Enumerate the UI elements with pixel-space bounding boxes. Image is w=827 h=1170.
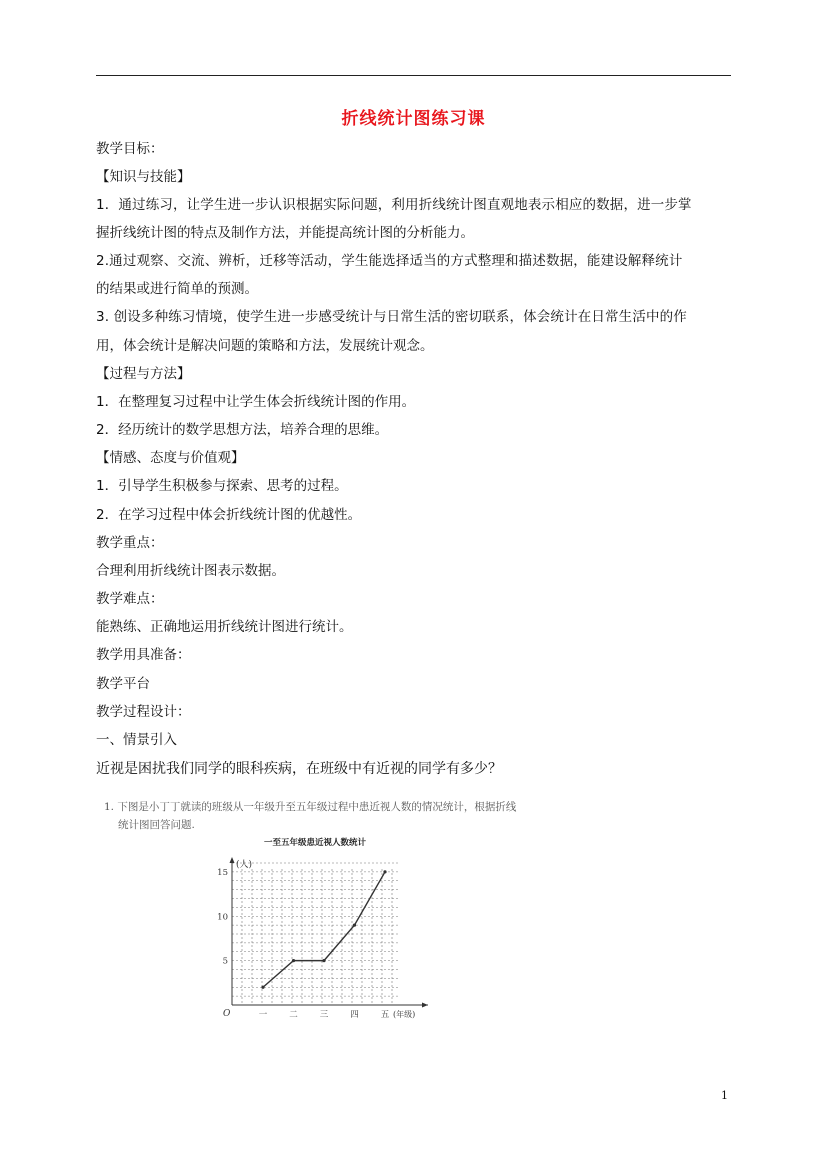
text-line: 教学平台 — [96, 676, 150, 692]
x-axis-label: (年级) — [393, 1010, 416, 1019]
series-line — [263, 872, 385, 987]
text-line: 教学难点： — [96, 591, 164, 607]
text-line: 的结果或进行简单的预测。 — [96, 281, 258, 297]
text-line: 2.通过观察、交流、辨析，迁移等活动，学生能选择适当的方式整理和描述数据，能建设解释统计 — [96, 253, 683, 269]
data-point — [261, 986, 264, 989]
data-point — [383, 870, 386, 873]
text-line: 【情感、态度与价值观】 — [96, 450, 245, 466]
x-axis-arrow — [422, 1003, 428, 1008]
text-line: 【过程与方法】 — [96, 366, 191, 382]
document-title: 折线统计图练习课 — [341, 109, 486, 129]
text-line: 握折线统计图的特点及制作方法，并能提高统计图的分析能力。 — [96, 225, 474, 241]
text-line: 教学过程设计： — [96, 704, 191, 720]
x-tick-label: 三 — [319, 1010, 329, 1020]
x-tick-label: 五 — [380, 1010, 390, 1020]
text-line: 1．引导学生积极参与探索、思考的过程。 — [96, 478, 348, 494]
chart-series — [261, 870, 386, 989]
x-tick-label: 四 — [350, 1010, 359, 1020]
x-tick-label: 一 — [258, 1010, 268, 1020]
text-line: 教学重点： — [96, 535, 164, 551]
line-chart — [200, 835, 440, 1025]
data-point — [322, 959, 325, 962]
origin-label: O — [223, 1009, 231, 1019]
text-line: 近视是困扰我们同学的眼科疾病，在班级中有近视的同学有多少？ — [96, 761, 502, 777]
data-point — [353, 924, 356, 927]
text-line: 1．通过练习，让学生进一步认识根据实际问题，利用折线统计图直观地表示相应的数据，进一步掌 — [96, 197, 692, 213]
text-line: 1．在整理复习过程中让学生体会折线统计图的作用。 — [96, 394, 416, 410]
x-tick-label: 二 — [289, 1010, 298, 1020]
figure-caption: 1. 下图是小丁丁就读的班级从一年级升至五年级过程中患近视人数的情况统计，根据折线 — [104, 801, 517, 813]
text-line: 一、情景引入 — [96, 732, 177, 748]
page-number: 1 — [721, 1089, 728, 1102]
y-axis-arrow — [230, 857, 235, 863]
text-line: 教学目标： — [96, 141, 164, 157]
y-tick-label: 15 — [217, 867, 228, 878]
chart-axes — [230, 857, 429, 1008]
data-point — [292, 959, 295, 962]
text-line: 3. 创设多种练习情境，使学生进一步感受统计与日常生活的密切联系，体会统计在日常生活中的作 — [96, 309, 687, 325]
chart-grid — [232, 863, 400, 1005]
chart-ticks — [217, 858, 415, 1020]
y-tick-label: 10 — [217, 912, 228, 923]
text-line: 2．在学习过程中体会折线统计图的优越性。 — [96, 507, 362, 523]
y-axis-label: (人) — [236, 860, 253, 870]
text-line: 2．经历统计的数学思想方法，培养合理的思维。 — [96, 422, 389, 438]
text-line: 合理利用折线统计图表示数据。 — [96, 563, 285, 579]
text-line: 能熟练、正确地运用折线统计图进行统计。 — [96, 619, 353, 635]
y-tick-label: 5 — [222, 956, 228, 967]
text-line: 教学用具准备： — [96, 647, 191, 663]
chart-title: 一至五年级患近视人数统计 — [263, 838, 367, 848]
header-rule — [96, 75, 731, 76]
figure-caption: 统计图回答问题. — [118, 819, 195, 831]
text-line: 用，体会统计是解决问题的策略和方法，发展统计观念。 — [96, 338, 434, 354]
text-line: 【知识与技能】 — [96, 169, 191, 185]
